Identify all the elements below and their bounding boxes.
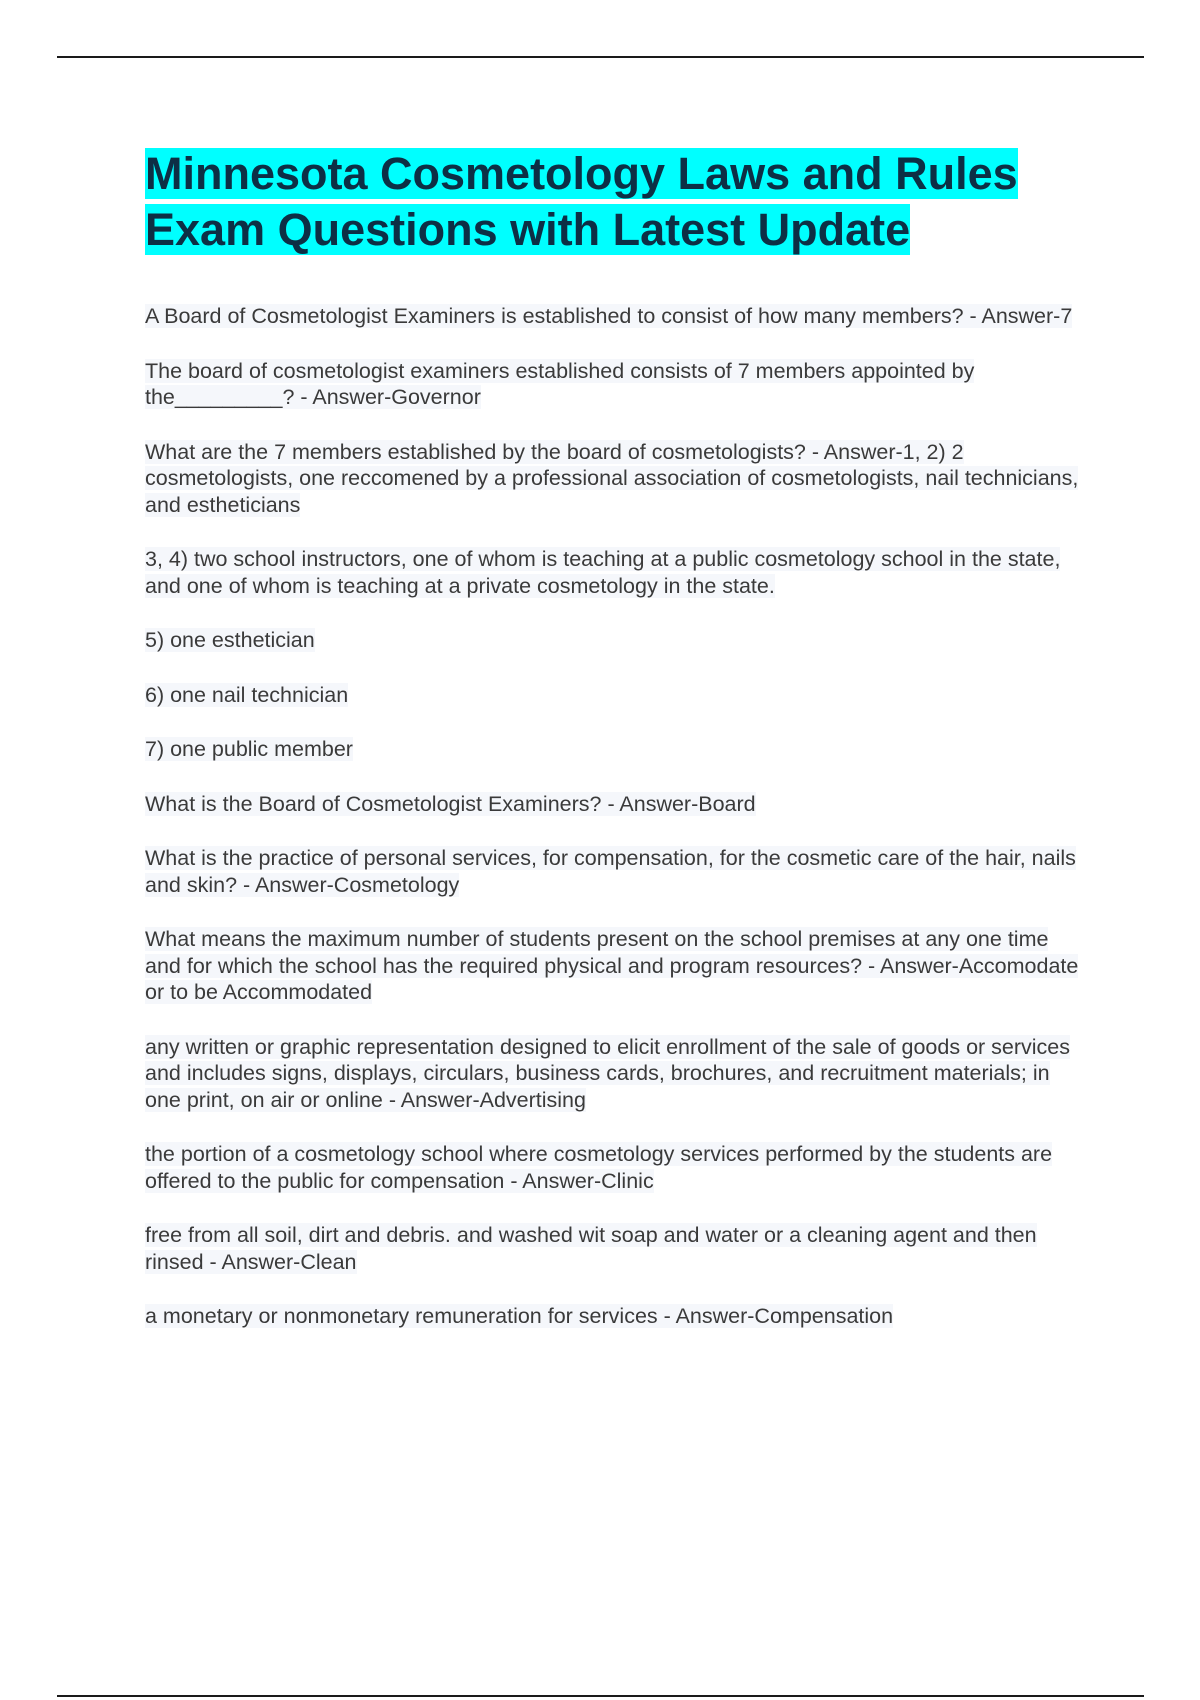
paragraph <box>145 845 1090 898</box>
paragraph-text: the portion of a cosmetology school where cosmetology services performed by the students are offered to the public for compensation - Answer-Clinic <box>145 1142 1053 1193</box>
paragraph <box>145 682 1090 709</box>
paragraph <box>145 627 1090 654</box>
paragraph-text: What is the practice of personal services, for compensation, for the cosmetic care of the hair, nails and skin? - Answer-Cosmetology <box>145 846 1076 897</box>
paragraph <box>145 1034 1090 1114</box>
bottom-divider <box>57 1695 1144 1697</box>
paragraph <box>145 546 1090 599</box>
title-line-2: Exam Questions with Latest Update <box>145 204 911 255</box>
paragraph <box>145 1222 1090 1275</box>
paragraph-text: What are the 7 members established by the board of cosmetologists? - Answer-1, 2) 2 cosmetologists, one reccomened by a professional association of cosmetologists, nail technicians, and estheticians <box>145 439 1079 517</box>
paragraph-text: 7) one public member <box>145 737 353 761</box>
document-title <box>145 146 1095 258</box>
paragraph-text: What is the Board of Cosmetologist Examiners? - Answer-Board <box>145 791 756 816</box>
paragraph <box>145 303 1090 330</box>
paragraph <box>145 1303 1090 1330</box>
paragraph-text: The board of cosmetologist examiners established consists of 7 members appointed by the_________? - Answer-Governor <box>145 358 975 409</box>
paragraph <box>145 926 1090 1006</box>
paragraph-text: 5) one esthetician <box>145 628 315 652</box>
paragraph-text: a monetary or nonmonetary remuneration for services - Answer-Compensation <box>145 1304 894 1328</box>
paragraph <box>145 1141 1090 1194</box>
paragraph <box>145 439 1090 519</box>
top-divider <box>57 56 1144 58</box>
document-body <box>145 303 1090 1358</box>
paragraph-text: A Board of Cosmetologist Examiners is established to consist of how many members? - Answer-7 <box>145 304 1073 328</box>
paragraph-text: What means the maximum number of students present on the school premises at any one time and for which the school has the required physical and program resources? - Answer-Accomodate or to be Accommodated <box>145 927 1079 1004</box>
paragraph-text: 3, 4) two school instructors, one of whom is teaching at a public cosmetology school in the state, and one of whom is teaching at a private cosmetology in the state. <box>145 547 1061 598</box>
title-line-1: Minnesota Cosmetology Laws and Rules <box>145 148 1018 199</box>
paragraph-text: any written or graphic representation designed to elicit enrollment of the sale of goods or services and includes signs, displays, circulars, business cards, brochures, and recruitment materials; in one print, on air or online - Answer-Advertising <box>145 1034 1071 1112</box>
paragraph <box>145 736 1090 763</box>
paragraph <box>145 791 1090 818</box>
paragraph-text: 6) one nail technician <box>145 682 349 707</box>
paragraph-text: free from all soil, dirt and debris. and washed wit soap and water or a cleaning agent and then rinsed - Answer-Clean <box>145 1223 1037 1274</box>
paragraph <box>145 358 1090 411</box>
